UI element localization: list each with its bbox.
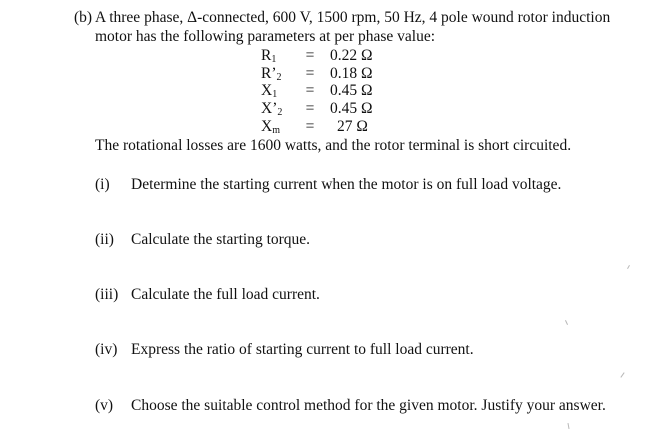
- param-symbol-r2-prime: $R’_2$: [261, 65, 282, 83]
- scan-mark: [565, 320, 568, 325]
- param-value-r2-prime: 0.18 Ω: [330, 65, 373, 82]
- question-intro-line-1: A three phase, Δ-connected, 600 V, 1500 rpm, 50 Hz, 4 pole wound rotor induction: [95, 9, 611, 26]
- scan-mark: [620, 372, 624, 377]
- question-intro-line-2: motor has the following parameters at per phase value:: [95, 28, 436, 45]
- scan-mark: [567, 423, 569, 429]
- subquestion-text: Express the ratio of starting current to full load current.: [131, 341, 474, 358]
- subquestion-number: (i): [95, 176, 110, 193]
- param-value-xm: 27 Ω: [337, 118, 368, 135]
- param-symbol-xm: $X_m$: [261, 118, 280, 136]
- param-equals: =: [305, 65, 315, 82]
- param-value-x1: 0.45 Ω: [330, 82, 373, 99]
- param-equals: =: [305, 47, 315, 64]
- param-symbol-x1: $X_1$: [261, 82, 278, 100]
- param-value-r1: 0.22 Ω: [330, 47, 373, 64]
- param-symbol-x2-prime: $X’_2$: [261, 100, 283, 118]
- subquestion-text: Calculate the starting torque.: [131, 231, 311, 248]
- subquestion-text: Determine the starting current when the motor is on full load voltage.: [131, 176, 562, 193]
- rotational-losses-text: The rotational losses are 1600 watts, and the rotor terminal is short circuited.: [95, 137, 572, 154]
- subquestion-text: Choose the suitable control method for the given motor. Justify your answer.: [131, 397, 606, 414]
- scan-mark: [627, 265, 630, 269]
- subquestion-number: (iv): [95, 341, 118, 358]
- subquestion-number: (v): [95, 397, 114, 414]
- subquestion-number: (ii): [95, 231, 114, 248]
- param-equals: =: [305, 118, 315, 135]
- subquestion-text: Calculate the full load current.: [131, 286, 320, 303]
- param-value-x2-prime: 0.45 Ω: [330, 100, 373, 117]
- param-equals: =: [305, 82, 315, 99]
- question-header-label: (b): [74, 9, 93, 26]
- param-equals: =: [305, 100, 315, 117]
- subquestion-number: (iii): [95, 286, 119, 303]
- param-symbol-r1: $R_1$: [261, 47, 277, 65]
